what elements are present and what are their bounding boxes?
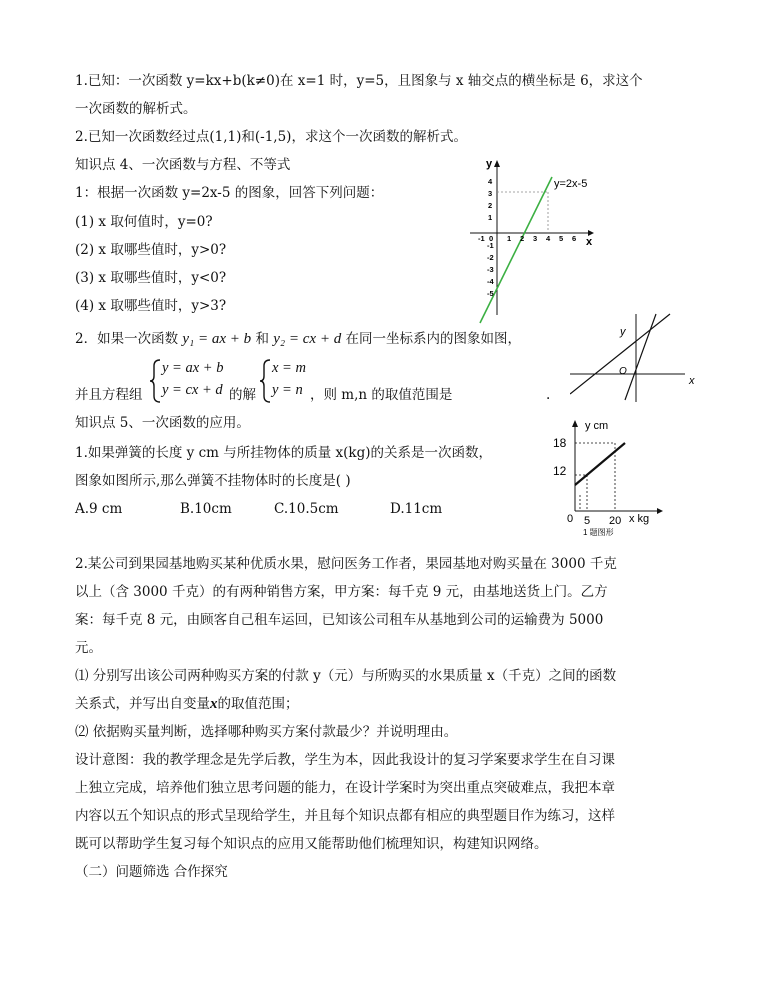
section-heading-5: 知识点 5、一次函数的应用。 [75, 415, 250, 431]
k5-question-2-line-3: 案：每千克 8 元，由顾客自己租车运回，已知该公司租车从基地到公司的运输费为 5000 [75, 612, 604, 628]
graph-y-2x-5 [470, 155, 600, 325]
y-axis-label: y cm [585, 420, 609, 432]
x-tick-3: 3 [533, 234, 538, 243]
graph-two-lines [570, 312, 700, 404]
q2-text-a: 2．如果一次函数 [75, 331, 179, 347]
line-2 [625, 314, 656, 400]
k4-question-1: 1：根据一次函数 y=2x-5 的图象，回答下列问题： [75, 185, 384, 201]
y-tick-minus4: -4 [487, 277, 494, 286]
x-axis-label: x [689, 375, 695, 387]
y-tick-4: 4 [488, 177, 493, 186]
q2-text-c: 在同一坐标系内的图象如图， [345, 331, 521, 347]
y-tick-minus5: -5 [487, 289, 494, 298]
x-tick-5: 5 [559, 234, 564, 243]
k5-sub-1-line-1: ⑴ 分别写出该公司两种购买方案的付款 y（元）与所购买的水果质量 x（千克）之间的函数 [75, 668, 617, 684]
solution-system [258, 358, 318, 404]
k4-sub-1: (1) x 取何值时，y=0? [75, 214, 213, 230]
sub1-text-a: 关系式，并写出自变量 [75, 696, 210, 712]
x-tick-minus1: -1 [478, 234, 485, 243]
system-eq-2: y = cx + d [162, 382, 223, 398]
solution-x: x = m [272, 360, 306, 376]
design-intent-line-1: 设计意图：我的教学理念是先学后教，学生为本，因此我设计的复习学案要求学生在自习课 [75, 752, 615, 768]
k5-sub-2: ⑵ 依据购买量判断，选择哪种购买方案付款最少？并说明理由。 [75, 724, 458, 740]
k5-question-2-line-1: 2.某公司到果园基地购买某种优质水果，慰问医务工作者，果园基地对购买量在 3000 千克 [75, 556, 617, 572]
y-axis-label: y [620, 326, 626, 338]
y-tick-minus3: -3 [487, 265, 494, 274]
sub1-text-b: 的取值范围； [217, 696, 299, 712]
k4-question-2-line-1 [75, 330, 521, 348]
formula-y1: y₁ = ax + b [182, 331, 252, 347]
x-tick-2: 2 [520, 234, 525, 243]
y-axis-arrow-icon [572, 420, 578, 427]
system-eq-1: y = ax + b [162, 360, 224, 376]
graph-spring [545, 415, 675, 540]
question-1-line-1: 1.已知：一次函数 y=kx+b(k≠0)在 x=1 时，y=5，且图象与 x 轴交点的横坐标是 6，求这个 [75, 73, 643, 89]
k5-question-1-line-1: 1.如果弹簧的长度 y cm 与所挂物体的质量 x(kg)的关系是一次函数， [75, 445, 493, 461]
variable-x: x [210, 696, 218, 712]
section-heading-2: （二）问题筛选 合作探究 [75, 864, 228, 880]
k5-question-1-line-2: 图象如图所示,那么弹簧不挂物体时的长度是( ) [75, 473, 351, 489]
k4-sub-3: (3) x 取哪些值时，y<0? [75, 270, 227, 286]
function-line [480, 177, 552, 323]
question-2-line: 2.已知一次函数经过点(1,1)和(-1,5)，求这个一次函数的解析式。 [75, 129, 467, 145]
k4-sub-4: (4) x 取哪些值时，y>3? [75, 298, 227, 314]
y-tick-18: 18 [553, 436, 567, 450]
option-c: C.10.5cm [274, 501, 339, 517]
origin-label: O [619, 366, 627, 377]
x-tick-4: 4 [546, 234, 551, 243]
k5-question-2-line-2: 以上（含 3000 千克）的有两种销售方案，甲方案：每千克 9 元，由基地送货上门。乙方 [75, 584, 608, 600]
question-1-line-2: 一次函数的解析式。 [75, 101, 197, 117]
equation-system [148, 358, 228, 404]
y-axis-arrow-icon [494, 160, 500, 167]
x-axis-label: x [586, 236, 593, 248]
q2-text-b: 和 [255, 331, 269, 347]
x-tick-20: 20 [609, 515, 622, 527]
spring-line [575, 443, 625, 485]
design-intent-line-4: 既可以帮助学生复习每个知识点的应用又能帮助他们梳理知识，构建知识网络。 [75, 836, 548, 852]
option-b: B.10cm [180, 501, 232, 517]
y-tick-12: 12 [553, 464, 567, 478]
option-d: D.11cm [390, 501, 443, 517]
x-tick-6: 6 [572, 234, 577, 243]
x-axis-label: x kg [629, 513, 650, 525]
y-tick-1: 1 [488, 213, 493, 222]
design-intent-line-3: 内容以五个知识点的形式呈现给学生，并且每个知识点都有相应的典型题目作为练习，这样 [75, 808, 615, 824]
x-tick-0: 0 [567, 513, 574, 525]
k5-sub-1-line-2 [75, 695, 299, 713]
k4-sub-2: (2) x 取哪些值时，y>0? [75, 242, 227, 258]
solution-y: y = n [272, 382, 303, 398]
line-label: y=2x-5 [554, 178, 588, 190]
x-axis-arrow-icon [657, 508, 663, 514]
q2-text-solution: 的解 [229, 387, 256, 403]
section-heading-4: 知识点 4、一次函数与方程、不等式 [75, 157, 291, 173]
figure-caption: 1 题图形 [583, 528, 614, 537]
x-tick-5: 5 [584, 515, 591, 527]
x-tick-1: 1 [507, 234, 512, 243]
y-tick-minus2: -2 [487, 253, 494, 262]
design-intent-line-2: 上独立完成，培养他们独立思考问题的能力，在设计学案时为突出重点突破难点，我把本章 [75, 780, 615, 796]
x-tick-0: 0 [489, 234, 494, 243]
formula-y2: y₂ = cx + d [273, 331, 342, 347]
q2-text-end: . [546, 387, 551, 403]
y-axis-label: y [486, 158, 493, 170]
y-tick-3: 3 [488, 189, 493, 198]
k5-question-2-line-4: 元。 [75, 640, 102, 656]
y-tick-minus1: -1 [487, 241, 494, 250]
y-tick-2: 2 [488, 201, 493, 210]
q2-text-range: ，则 m,n 的取值范围是 [310, 387, 453, 403]
q2-text-system: 并且方程组 [75, 387, 143, 403]
option-a: A.9 cm [75, 501, 123, 517]
